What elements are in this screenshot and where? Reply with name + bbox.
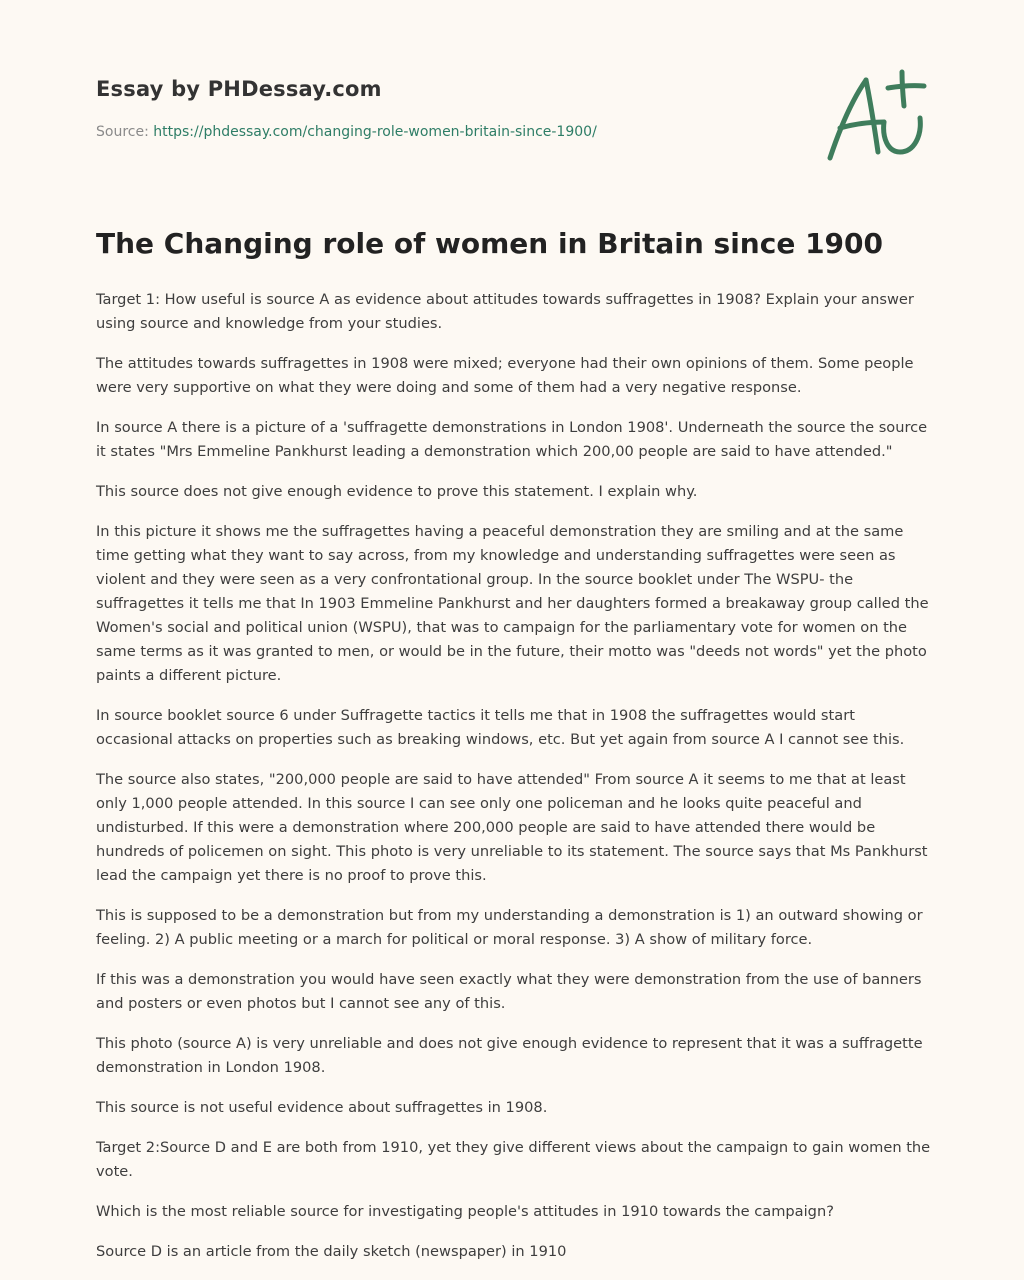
page-header — [96, 74, 936, 174]
a-plus-logo-icon — [818, 66, 930, 166]
essay-paragraph: Target 2:Source D and E are both from 1910, yet they give different views about the campaign to gain women the vote. — [96, 1139, 931, 1180]
essay-paragraph: Which is the most reliable source for investigating people's attitudes in 1910 towards the campaign? — [96, 1203, 834, 1220]
essay-paragraph: If this was a demonstration you would have seen exactly what they were demonstration from the use of banners and posters or even photos but I cannot see any of this. — [96, 971, 922, 1012]
essay-paragraph: This source does not give enough evidence to prove this statement. I explain why. — [96, 483, 698, 500]
essay-title: The Changing role of women in Britain since 1900 — [96, 227, 883, 260]
source-label: Source: — [96, 124, 154, 140]
essay-paragraph: The source also states, "200,000 people are said to have attended" From source A it seems to me that at least only 1,000 people attended. In this source I can see only one policeman and he looks quite peaceful and undisturbed. If this were a demonstration where 200,000 people are said to have attended there would be hundreds of policemen on sight. This photo is very unreliable to its statement. The source says that Ms Pankhurst lead the campaign yet there is no proof to prove this. — [96, 771, 928, 884]
essay-paragraph: This is supposed to be a demonstration but from my understanding a demonstration is 1) an outward showing or feeling. 2) A public meeting or a march for political or moral response. 3) A show of military force. — [96, 907, 923, 948]
essay-paragraph: In source A there is a picture of a 'suffragette demonstrations in London 1908'. Underneath the source the source it states "Mrs Emmeline Pankhurst leading a demonstration which 200,00 people are said to have attended." — [96, 419, 928, 460]
essay-paragraph: This source is not useful evidence about suffragettes in 1908. — [96, 1099, 548, 1116]
essay-paragraph: In source booklet source 6 under Suffragette tactics it tells me that in 1908 the suffragettes would start occasional attacks on properties such as breaking windows, etc. But yet again from source A I cannot see this. — [96, 707, 905, 748]
source-link[interactable]: https://phdessay.com/changing-role-women-britain-since-1900/ — [153, 124, 597, 140]
essay-paragraph: This photo (source A) is very unreliable and does not give enough evidence to represent that it was a suffragette demonstration in London 1908. — [96, 1035, 923, 1076]
essay-paragraph: The attitudes towards suffragettes in 1908 were mixed; everyone had their own opinions of them. Some people were very supportive on what they were doing and some of them had a very negative response. — [96, 355, 914, 396]
essay-article — [96, 224, 932, 1280]
essay-paragraph: In this picture it shows me the suffragettes having a peaceful demonstration they are smiling and at the same time getting what they want to say across, from my knowledge and understanding suffragettes were seen as violent and they were seen as a very confrontational group. In the source booklet under The WSPU- the suffragettes it tells me that In 1903 Emmeline Pankhurst and her daughters formed a breakaway group called the Women's social and political union (WSPU), that was to campaign for the parliamentary vote for women on the same terms as it was granted to men, or would be in the future, their motto was "deeds not words" yet the photo paints a different picture. — [96, 523, 929, 684]
brand-title: Essay by PHDessay.com — [96, 77, 382, 101]
essay-paragraph: Source D is an article from the daily sketch (newspaper) in 1910 — [96, 1243, 567, 1260]
source-line — [96, 122, 936, 142]
essay-paragraph: Target 1: How useful is source A as evidence about attitudes towards suffragettes in 1908? Explain your answer using source and knowledge from your studies. — [96, 291, 914, 332]
